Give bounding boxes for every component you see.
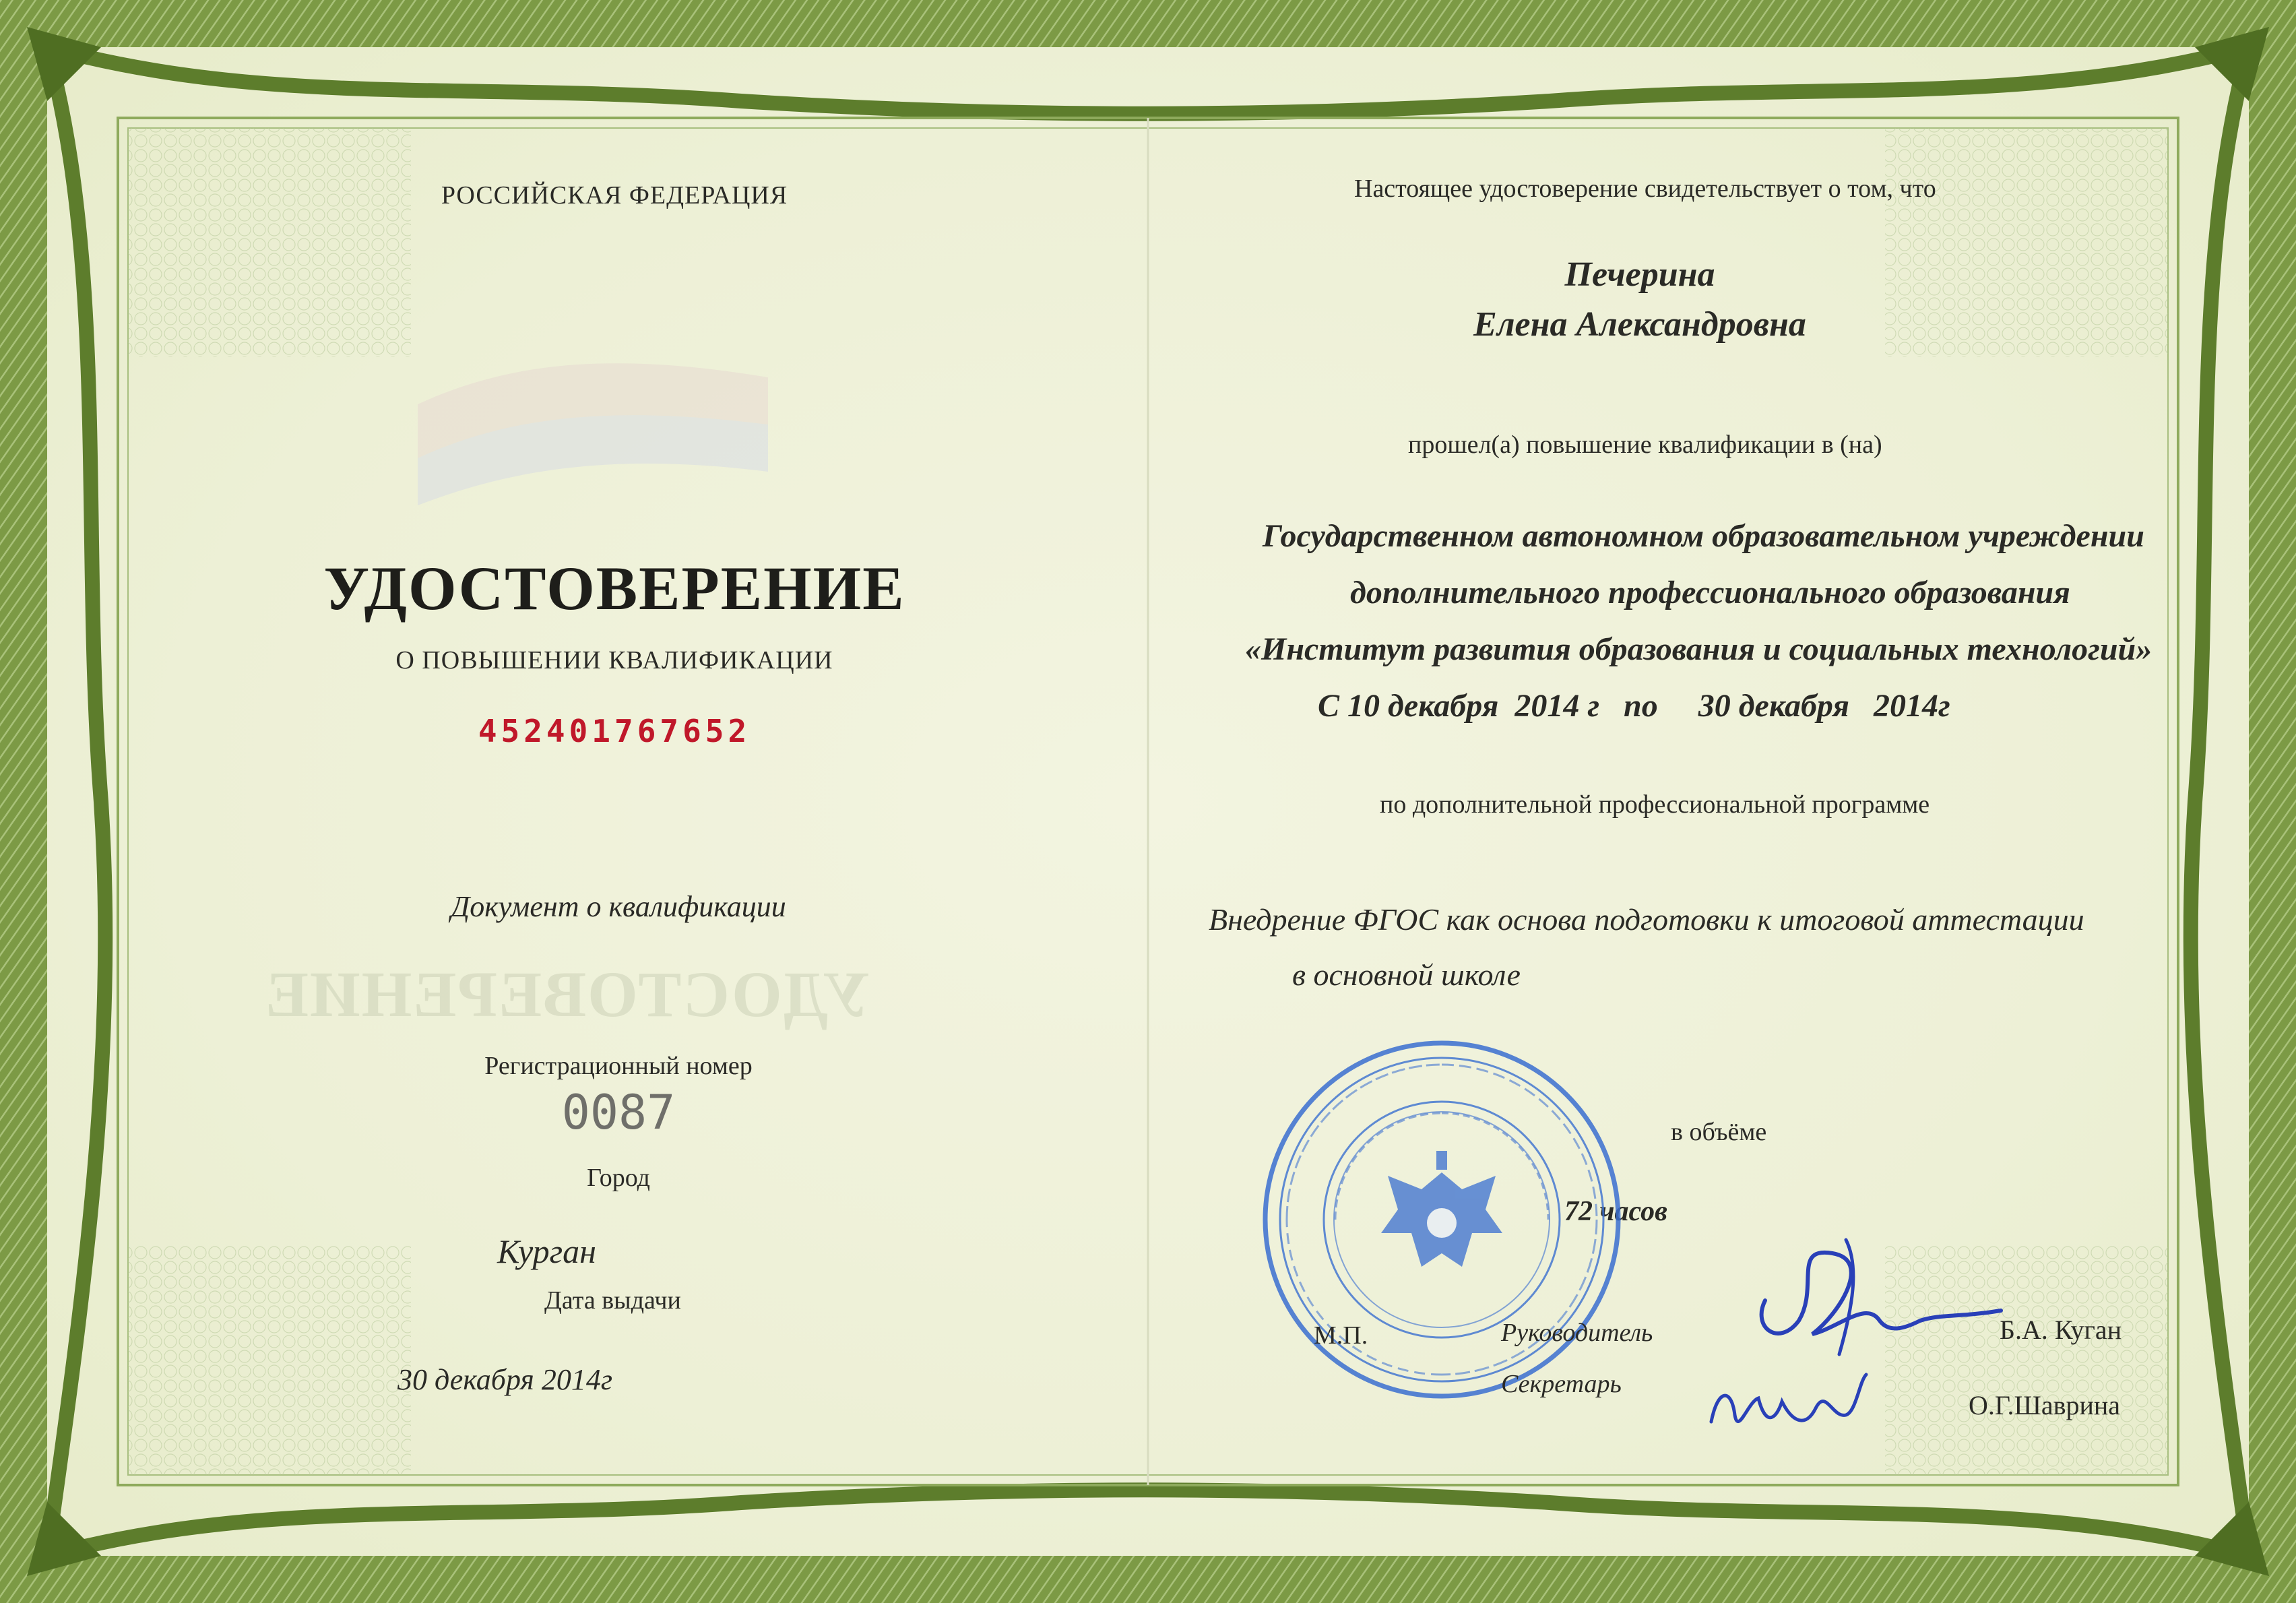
stamp-place-label: М.П. [1314, 1321, 1368, 1350]
document-subtitle: О ПОВЫШЕНИИ КВАЛИФИКАЦИИ [395, 646, 833, 674]
intro-text: Настоящее удостоверение свидетельствует о том, что [1354, 175, 1936, 203]
director-signature [1738, 1226, 2008, 1361]
issue-date-label: Дата выдачи [544, 1286, 681, 1315]
volume-label: в объёме [1671, 1118, 1767, 1146]
program-label: по дополнительной профессиональной программе [1380, 790, 1930, 819]
registration-number: 0087 [561, 1085, 676, 1140]
program-line-2: в основной школе [1292, 957, 1521, 992]
program-line-1: Внедрение ФГОС как основа подготовки к итоговой аттестации [1209, 902, 2084, 937]
director-name: Б.А. Куган [2000, 1315, 2122, 1345]
document-title: УДОСТОВЕРЕНИЕ [323, 554, 905, 623]
training-period: С 10 декабря 2014 г по 30 декабря 2014г [1318, 688, 1950, 724]
passed-text: прошел(а) повышение квалификации в (на) [1408, 431, 1882, 459]
institution-line-1: Государственном автономном образовательном учреждении [1263, 518, 2144, 554]
secretary-signature [1698, 1361, 1886, 1449]
serial-number: 452401767652 [478, 713, 751, 749]
director-label: Руководитель [1501, 1319, 1653, 1347]
registration-label: Регистрационный номер [484, 1052, 753, 1080]
country-label: РОССИЙСКАЯ ФЕДЕРАЦИЯ [441, 181, 788, 210]
institution-line-3: «Институт развития образования и социальных технологий» [1245, 631, 2152, 667]
issue-date-value: 30 декабря 2014г [397, 1363, 612, 1396]
holder-surname: Печерина [1564, 255, 1715, 294]
flag-watermark [404, 323, 782, 526]
city-label: Город [587, 1164, 650, 1192]
institution-line-2: дополнительного профессионального образования [1350, 575, 2070, 610]
secretary-name: О.Г.Шаврина [1969, 1390, 2121, 1420]
holder-given-names: Елена Александровна [1473, 305, 1806, 344]
volume-value: 72 часов [1564, 1196, 1667, 1227]
secretary-label: Секретарь [1501, 1370, 1622, 1398]
ghost-title-watermark: УДОСТОВЕРЕНИЕ [264, 958, 870, 1030]
document-type: Документ о квалификации [451, 890, 786, 923]
city-value: Курган [497, 1232, 596, 1270]
